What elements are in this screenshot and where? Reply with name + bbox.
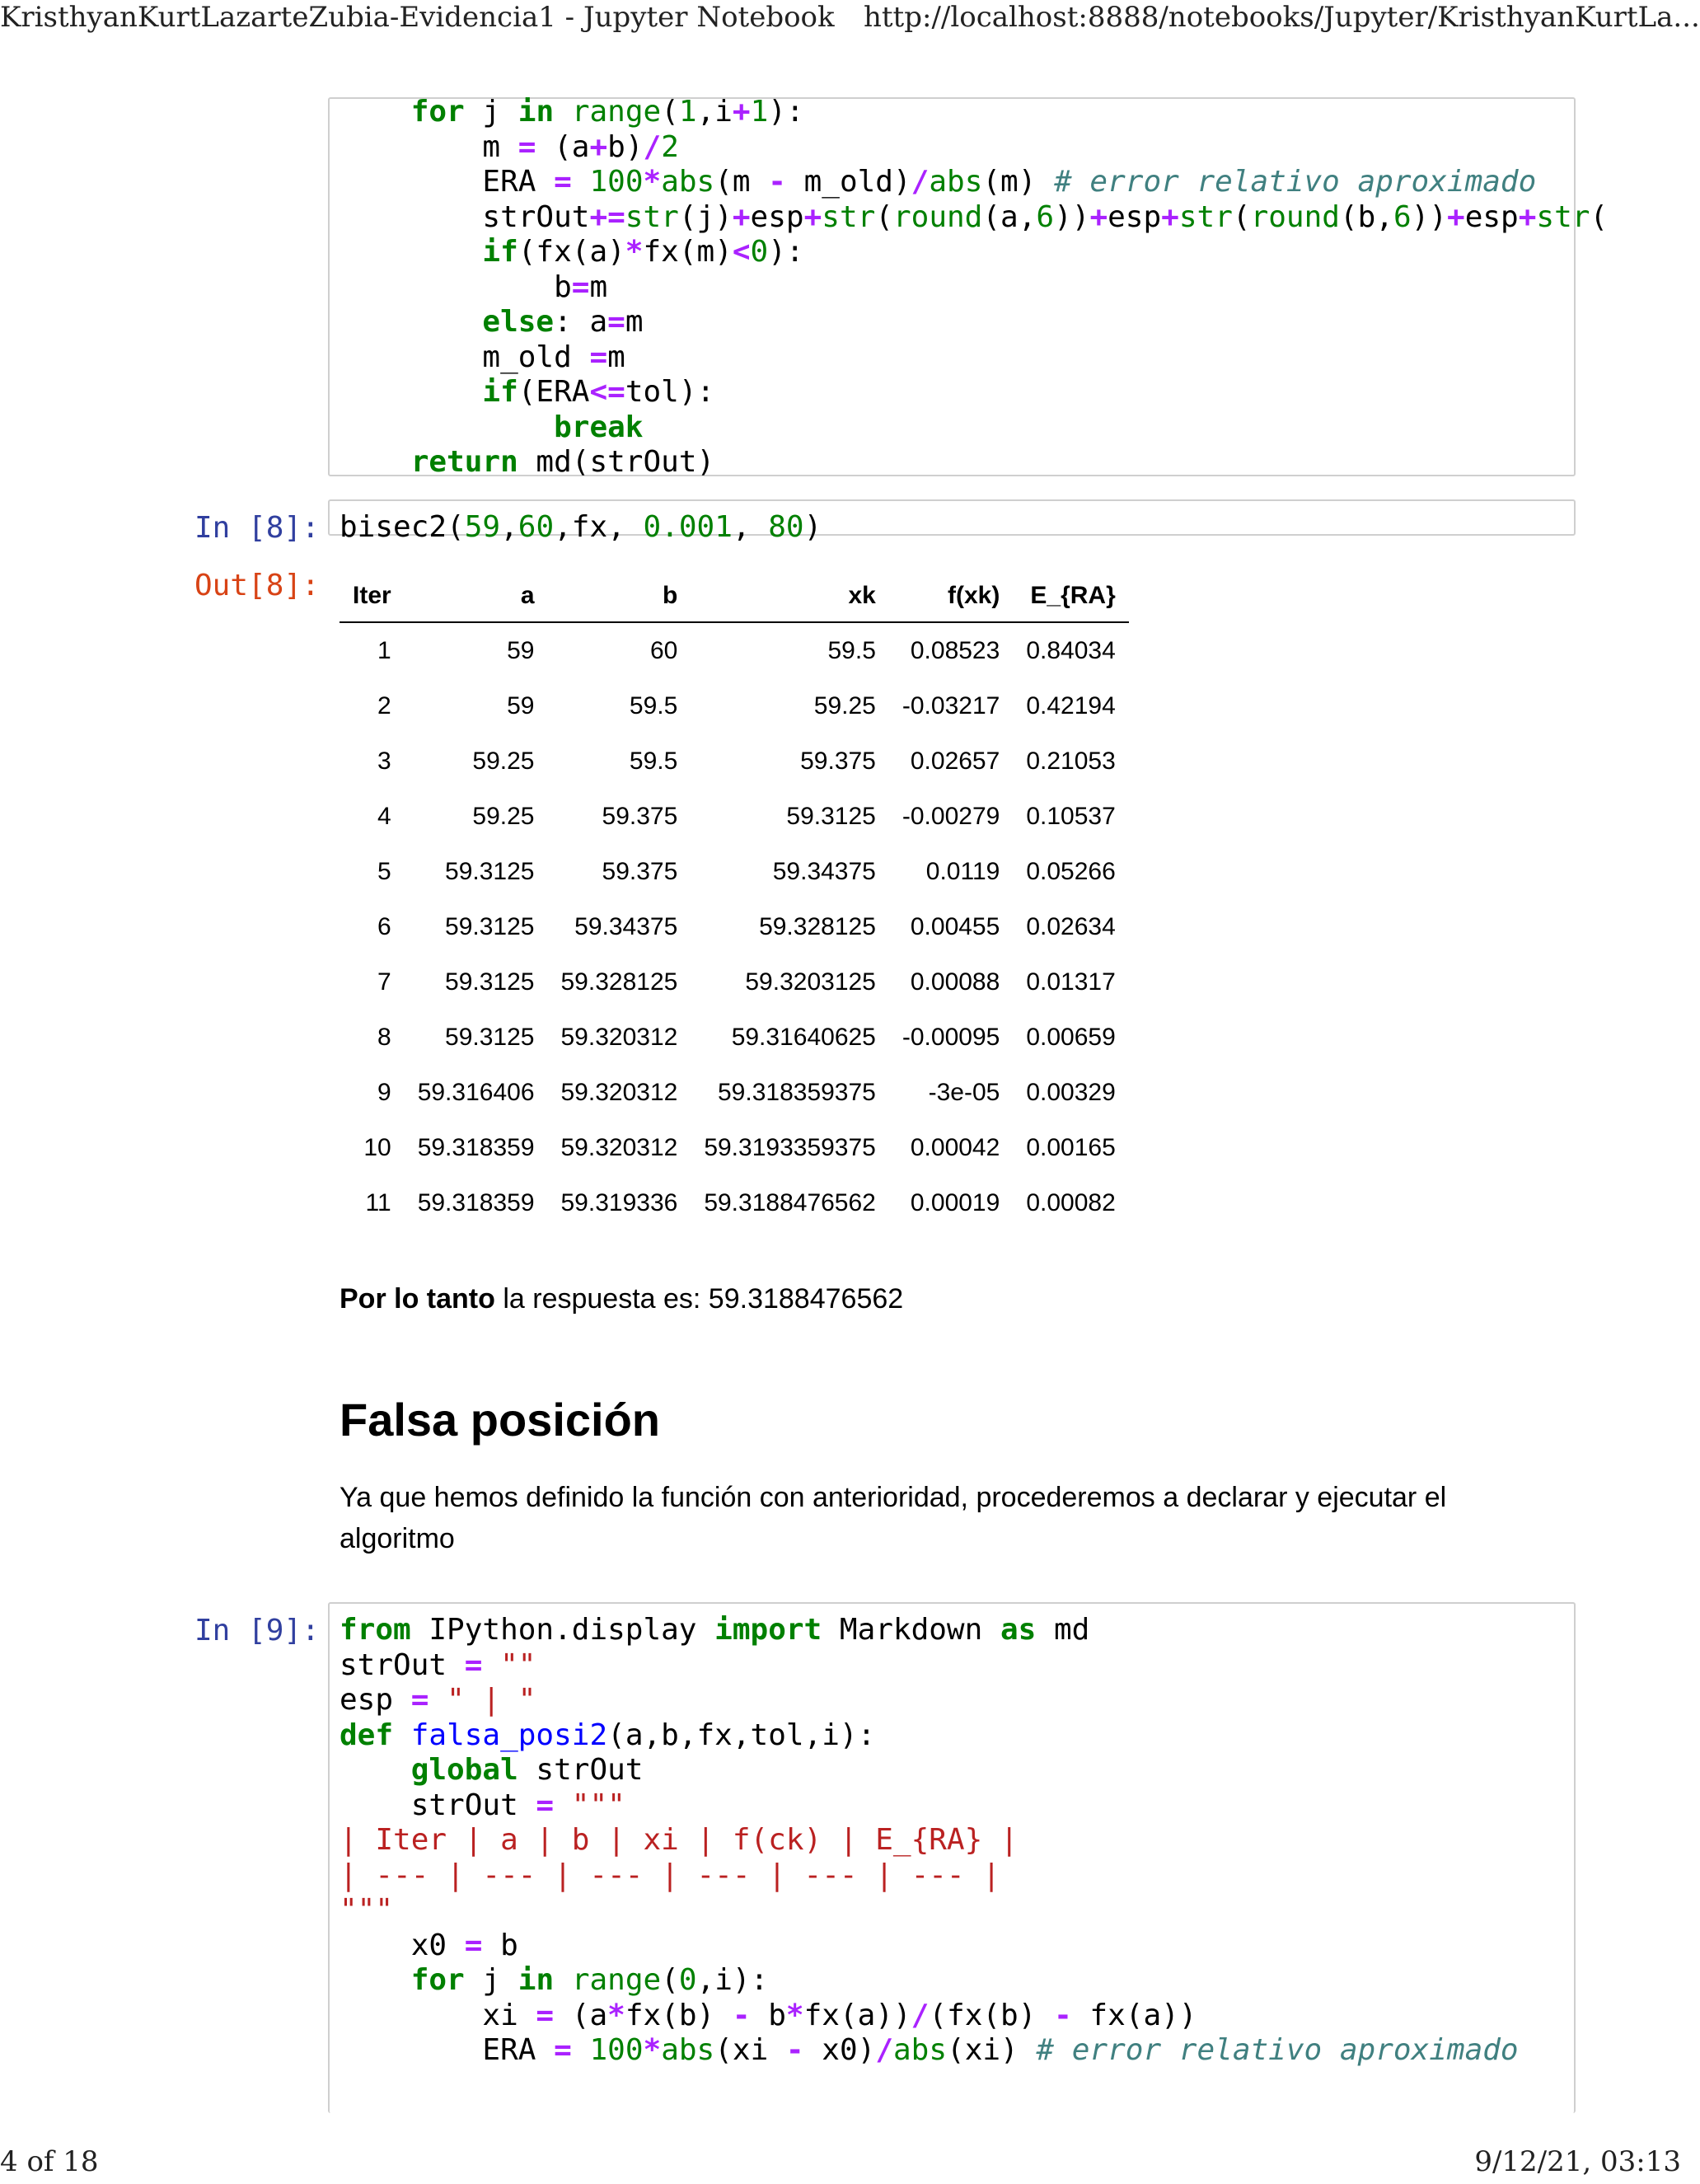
table-cell: 59.3125 [786,802,876,830]
table-cell: -0.00279 [902,802,1000,830]
table-cell: 0.00082 [1026,1188,1116,1216]
table-cell: 59.318359 [417,1188,535,1216]
table-cell: 59.5 [629,747,678,775]
table-cell: 59.320312 [560,1133,678,1161]
code-line: return md(strOut) [410,445,715,479]
table-row [340,1065,1129,1120]
code-line: strOut+=str(j)+esp+str(round(a,6))+esp+str(round(b,6))+esp+str( [340,199,1609,234]
table-cell: 59.5 [827,636,876,664]
table-cell: 10 [363,1133,391,1161]
table-cell: 59.316406 [417,1078,535,1106]
table-cell: 60 [649,636,678,664]
table-row [340,733,1129,789]
table-cell: 59.320312 [560,1023,678,1051]
table-cell: 0.42194 [1026,691,1116,719]
code-line: b=m [340,269,608,304]
table-cell: 1 [377,636,391,664]
table-cell: 59.320312 [560,1078,678,1106]
code-line: def falsa_posi2(a,b,fx,tol,i): [340,1718,876,1752]
code-line: ERA = 100*abs(m - m_old)/abs(m) # error relativo aproximado [340,165,1537,199]
page-title: KristhyanKurtLazarteZubia-Evidencia1 - Jupyter Notebook [0,1,835,34]
code-line: | Iter | a | b | xi | f(ck) | E_{RA} | [340,1823,1019,1857]
code-line: bisec2(59,60,fx, 0.001, 80) [340,510,822,544]
table-cell: 0.02657 [910,747,1000,775]
code-line: if(fx(a)*fx(m)<0): [482,235,804,269]
table-cell: 0.08523 [910,636,1000,664]
table-cell: 59.375 [602,857,678,885]
table-row [340,678,1129,733]
table-row [340,844,1129,899]
table-cell: 11 [365,1188,391,1216]
table-header-row [340,570,1129,622]
print-header [0,0,1700,40]
table-cell: 59.318359375 [718,1078,876,1106]
code-line: x0 = b [340,1928,518,1962]
code-cell-9[interactable] [328,1602,1576,2113]
table-cell: 2 [377,691,391,719]
table-cell: 0.84034 [1026,636,1116,664]
code-line: esp = " | " [340,1683,536,1717]
table-cell: 0.00329 [1026,1078,1116,1106]
table-cell: 59.328125 [560,968,678,996]
code-cell-7[interactable] [328,95,1609,479]
table-row [340,1175,1129,1230]
table-cell: 5 [377,857,391,885]
section-heading: Falsa posición [340,1394,660,1446]
table-cell: 0.0119 [925,857,1000,885]
table-cell: -0.03217 [902,691,1000,719]
conclusion-bold: Por lo tanto [340,1283,495,1315]
table-cell: 59.34375 [772,857,876,885]
page-url: http://localhost:8888/notebooks/Jupyter/KristhyanKurtLa... [864,1,1700,34]
table-cell: 59.25 [813,691,876,719]
table-row [340,622,1129,678]
table-cell: 59 [507,691,535,719]
table-cell: 59.328125 [759,912,876,940]
code-line: break [554,410,644,444]
table-cell: 59.3125 [445,968,535,996]
code-line: m_old =m [340,340,625,374]
table-cell: 59.3125 [445,912,535,940]
bisection-results-table [340,570,1129,1230]
code-line: if(ERA<=tol): [482,375,715,409]
table-cell: 59.3188476562 [704,1188,876,1216]
table-cell: 0.00659 [1026,1023,1116,1051]
code-line: ERA = 100*abs(xi - x0)/abs(xi) # error relativo aproximado [340,2033,1519,2067]
table-cell: 59.5 [629,691,678,719]
conclusion-answer: la respuesta es: 59.3188476562 [494,1283,904,1315]
code-line: strOut = """ [340,1788,625,1822]
print-datetime: 9/12/21, 03:13 [1474,2145,1681,2178]
table-cell: 9 [377,1078,391,1106]
table-cell: 59.375 [602,802,678,830]
table-cell: 0.01317 [1026,968,1116,996]
table-cell: 3 [377,747,391,775]
table-cell: 0.00042 [910,1133,1000,1161]
table-header-cell: f(xk) [889,570,1013,622]
table-cell: -3e-05 [928,1078,1000,1106]
code-line: """ [340,1893,394,1927]
table-cell: 59.318359 [417,1133,535,1161]
table-cell: 59 [507,636,535,664]
code-line: else: a=m [482,305,644,339]
table-cell: 6 [377,912,391,940]
code-line: for j in range(0,i): [410,1963,769,1997]
input-prompt-9: In [9]: [194,1614,320,1647]
intro-paragraph: Ya que hemos definido la función con anterioridad, procederemos a declarar y ejecutar el algoritmo [340,1482,1447,1554]
output-prompt-8: Out[8]: [194,569,320,602]
code-line: from IPython.display import Markdown as md [340,1613,1090,1647]
table-header-cell: Iter [340,570,405,622]
table-cell: 8 [377,1023,391,1051]
table-cell: 59.375 [800,747,876,775]
table-cell: 0.00165 [1026,1133,1116,1161]
table-cell: 59.319336 [560,1188,678,1216]
code-cell-8[interactable] [328,499,1576,544]
table-cell: 59.3125 [445,1023,535,1051]
table-cell: 59.25 [472,802,535,830]
table-cell: 0.00088 [910,968,1000,996]
table-cell: 59.31640625 [731,1023,876,1051]
table-row [340,789,1129,844]
table-cell: 0.10537 [1026,802,1116,830]
table-row [340,954,1129,1010]
table-cell: 0.00455 [910,912,1000,940]
table-cell: 59.3193359375 [704,1133,876,1161]
table-header-cell: E_{RA} [1013,570,1128,622]
code-line: for j in range(1,i+1): [410,95,804,129]
table-cell: 0.00019 [910,1188,1000,1216]
table-row [340,899,1129,954]
table-header-cell: a [405,570,548,622]
table-cell: 0.21053 [1026,747,1116,775]
code-line: | --- | --- | --- | --- | --- | --- | [340,1858,1000,1892]
table-header-cell: b [548,570,691,622]
table-row [340,1010,1129,1065]
table-cell: 59.3125 [445,857,535,885]
input-prompt-8: In [8]: [194,511,320,545]
table-header-cell: xk [691,570,889,622]
table-cell: 4 [377,802,391,830]
code-line: m = (a+b)/2 [340,129,679,164]
table-row [340,1120,1129,1175]
table-cell: 7 [377,968,391,996]
table-cell: 0.05266 [1026,857,1116,885]
conclusion-text [340,1283,903,1315]
table-cell: 59.34375 [574,912,678,940]
code-line: xi = (a*fx(b) - b*fx(a))/(fx(b) - fx(a)) [340,1998,1197,2032]
table-cell: -0.00095 [902,1023,1000,1051]
code-line: strOut = "" [340,1647,536,1682]
table-cell: 0.02634 [1026,912,1116,940]
page-number: 4 of 18 [0,2145,99,2178]
table-cell: 59.25 [472,747,535,775]
code-line: global strOut [410,1753,644,1787]
table-cell: 59.3203125 [745,968,876,996]
